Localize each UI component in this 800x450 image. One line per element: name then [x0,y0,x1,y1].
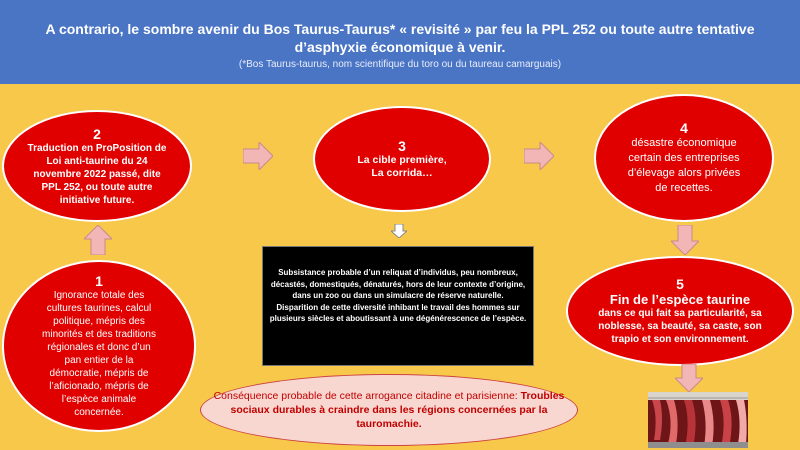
step-4-number: 4 [680,120,688,136]
step-1-text: Ignorance totale des cultures taurines, calcul politique, mépris des minorités et des traditions régionales et donc d’un pan entier de la démocratie, mépris de l’aficionado, mépris de l’espèce animale concernée. [42,290,156,418]
consequence-lead: Conséquence probable de cette arrogance citadine et parisienne: [213,390,518,402]
step-4-text: désastre économique certain des entreprises d’élevage alors privées de recettes. [627,137,741,194]
arrow-down-5-to-photo-icon [675,364,703,392]
step-2-text: Traduction en ProPosition de Loi anti-taurine du 24 novembre 2022 passé, dite PPL 252, ou toute autre initiative future. [27,142,167,206]
arrow-right-2-to-3-icon [243,142,273,170]
carcass-photo-icon [648,392,748,448]
outcome-box [262,246,534,366]
outcome-paragraph-1: Subsistance probable d’un reliquat d’individus, peu nombreux, décastés, domestiqués, dénaturés, hors de leur contexte d’origine, dans un zoo ou dans un simulacre de réserve naturelle. [270,268,526,300]
step-5-title: Fin de l’espèce taurine [609,292,751,307]
consequence-oval [200,374,578,446]
consequence-highlight: Troubles sociaux durables à craindre dans les régions concernées par la tauromachie. [230,390,565,430]
step-4-oval [594,94,774,222]
arrow-down-4-to-5-icon [671,225,699,255]
step-2-number: 2 [93,125,101,142]
step-1-oval [2,260,196,432]
step-2-oval [2,110,192,222]
arrow-down-3-to-box-icon [391,224,407,238]
step-3-text: La cible première, La corrida… [357,154,447,179]
step-5-text: dans ce qui fait sa particularité, sa noblesse, sa beauté, sa caste, son trapio et son environnement. [598,308,762,345]
page-title: A contrario, le sombre avenir du Bos Taurus-Taurus* « revisité » par feu la PPL 252 ou toute autre tentative d’asphyxie économique à venir. [45,21,755,55]
step-1-number: 1 [95,273,103,289]
step-3-oval [313,106,491,212]
title-banner [0,0,800,84]
step-5-number: 5 [676,276,684,292]
outcome-paragraph-2: Disparition de cette diversité inhibant le travail des hommes sur plusieurs siècles et aboutissant à une dégénérescence de l’espèce. [269,302,527,323]
step-5-oval [566,256,794,366]
arrow-right-3-to-4-icon [524,142,554,170]
step-3-number: 3 [398,138,406,154]
arrow-up-1-to-2-icon [84,225,112,255]
page-subtitle: (*Bos Taurus-taurus, nom scientifique du toro ou du taureau camarguais) [238,59,562,70]
